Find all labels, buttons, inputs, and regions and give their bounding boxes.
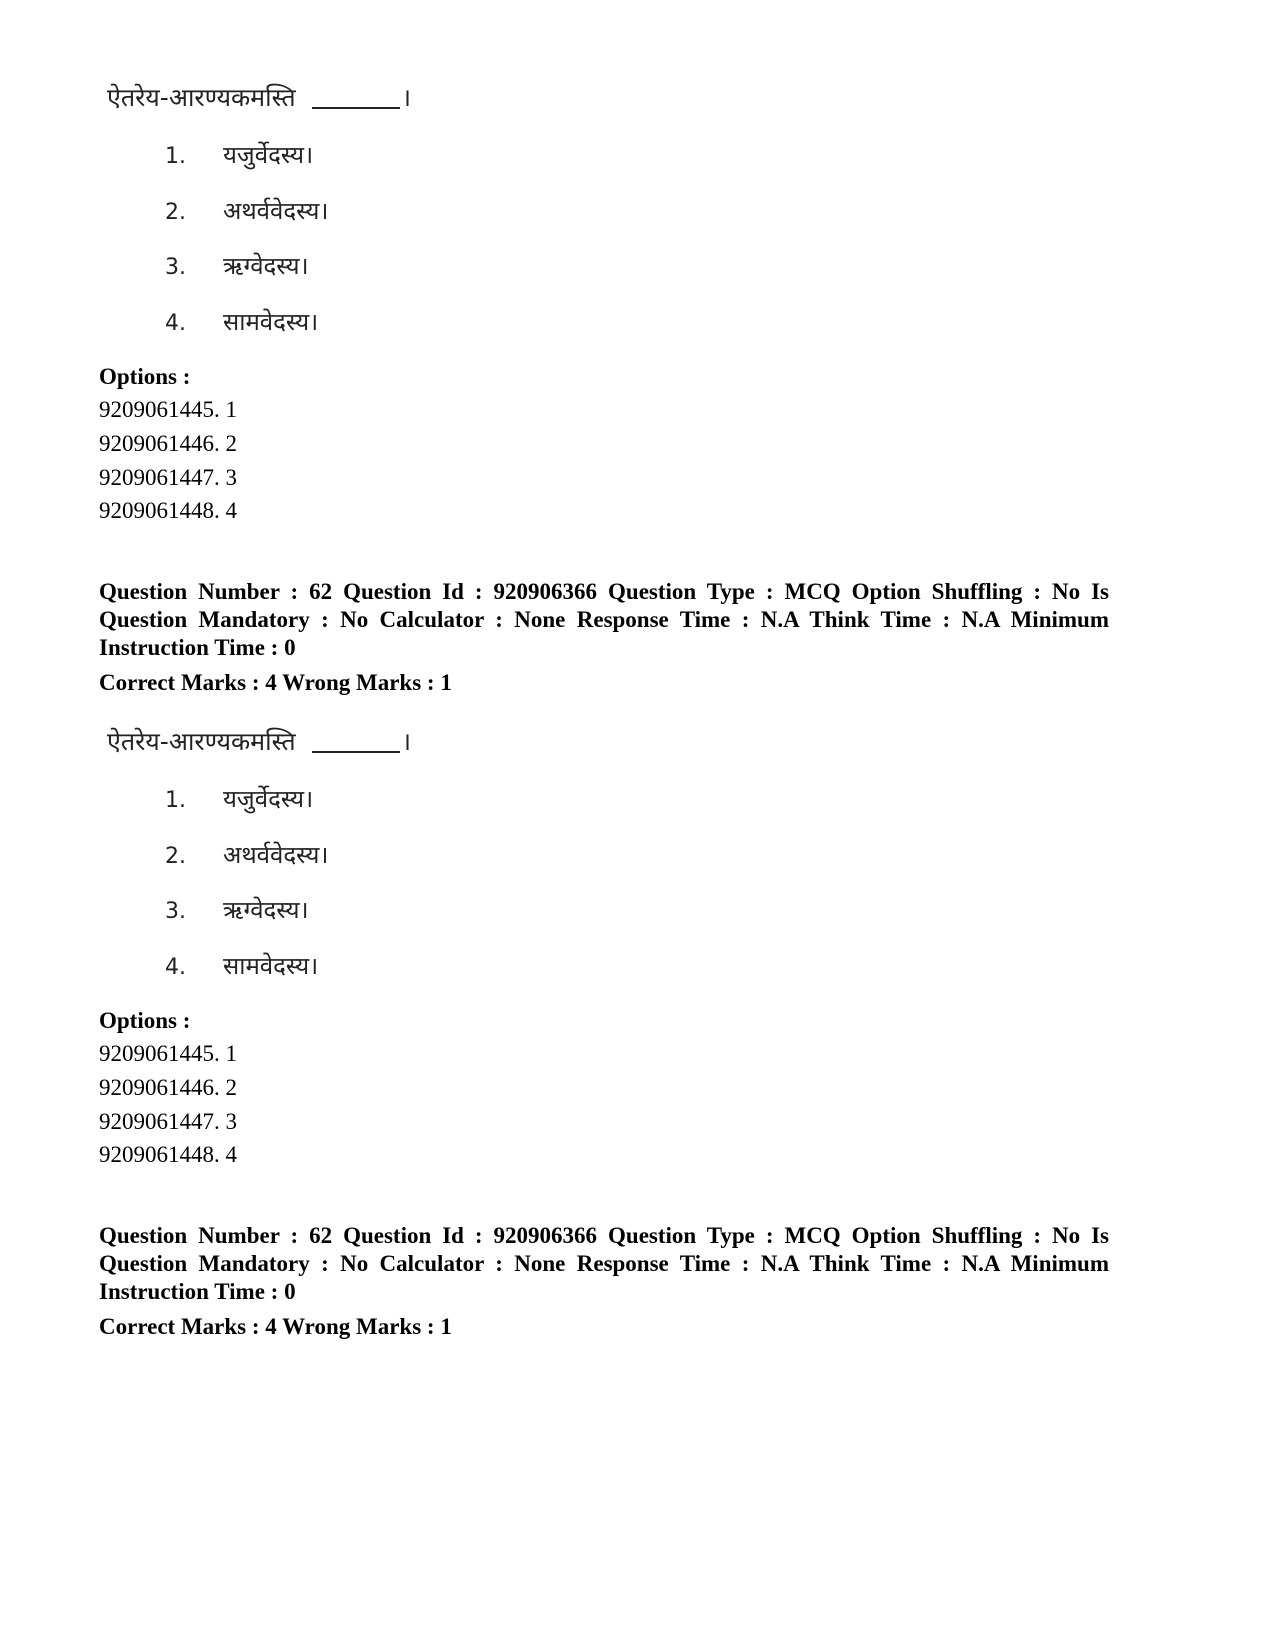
choice-1 [165, 782, 313, 815]
question-stem-danda: । [401, 727, 412, 756]
choice-4 [165, 949, 318, 982]
choice-1 [165, 138, 313, 171]
choice-text: यजुर्वेदस्य। [223, 785, 314, 813]
question-meta: Question Number : 62 Question Id : 920906366 Question Type : MCQ Option Shuffling : No Is Question Mandatory : No Calculator : None Response Time : N.A Think Time : N.A Minimum Instruction Time : 0 [99, 1223, 1109, 1304]
choice-3 [165, 249, 309, 282]
choice-number: 3. [165, 255, 186, 280]
option-id-2: 9209061446. 2 [99, 431, 237, 456]
choice-3 [165, 893, 309, 926]
choice-text: यजुर्वेदस्य। [223, 141, 314, 169]
option-id-4: 9209061448. 4 [99, 1142, 237, 1167]
choice-text: ऋग्वेदस्य। [223, 252, 309, 280]
choice-2 [165, 194, 328, 227]
choice-text: अथर्ववेदस्य। [223, 841, 329, 869]
option-id-1: 9209061445. 1 [99, 397, 237, 422]
choice-number: 2. [165, 844, 186, 869]
choice-text: अथर्ववेदस्य। [223, 197, 329, 225]
choice-number: 3. [165, 899, 186, 924]
question-stem [107, 80, 411, 114]
choice-number: 1. [165, 788, 186, 813]
choice-number: 2. [165, 200, 186, 225]
marks-line: Correct Marks : 4 Wrong Marks : 1 [99, 1314, 452, 1339]
question-stem [107, 724, 411, 758]
choice-number: 4. [165, 311, 186, 336]
option-id-3: 9209061447. 3 [99, 465, 237, 490]
choice-2 [165, 838, 328, 871]
option-id-4: 9209061448. 4 [99, 498, 237, 523]
option-id-2: 9209061446. 2 [99, 1075, 237, 1100]
marks-line: Correct Marks : 4 Wrong Marks : 1 [99, 670, 452, 695]
choice-number: 1. [165, 144, 186, 169]
choice-4 [165, 305, 318, 338]
choice-text: सामवेदस्य। [223, 952, 319, 980]
choice-number: 4. [165, 955, 186, 980]
options-label: Options : [99, 364, 191, 389]
option-id-3: 9209061447. 3 [99, 1109, 237, 1134]
answer-blank [312, 107, 400, 109]
answer-blank [312, 751, 400, 753]
option-id-1: 9209061445. 1 [99, 1041, 237, 1066]
choice-text: सामवेदस्य। [223, 308, 319, 336]
question-meta: Question Number : 62 Question Id : 920906366 Question Type : MCQ Option Shuffling : No Is Question Mandatory : No Calculator : None Response Time : N.A Think Time : N.A Minimum Instruction Time : 0 [99, 579, 1109, 660]
question-stem-text: ऐतरेय-आरण्यकमस्ति [107, 83, 296, 112]
question-stem-text: ऐतरेय-आरण्यकमस्ति [107, 727, 296, 756]
choice-text: ऋग्वेदस्य। [223, 896, 309, 924]
options-label: Options : [99, 1008, 191, 1033]
question-stem-danda: । [401, 83, 412, 112]
